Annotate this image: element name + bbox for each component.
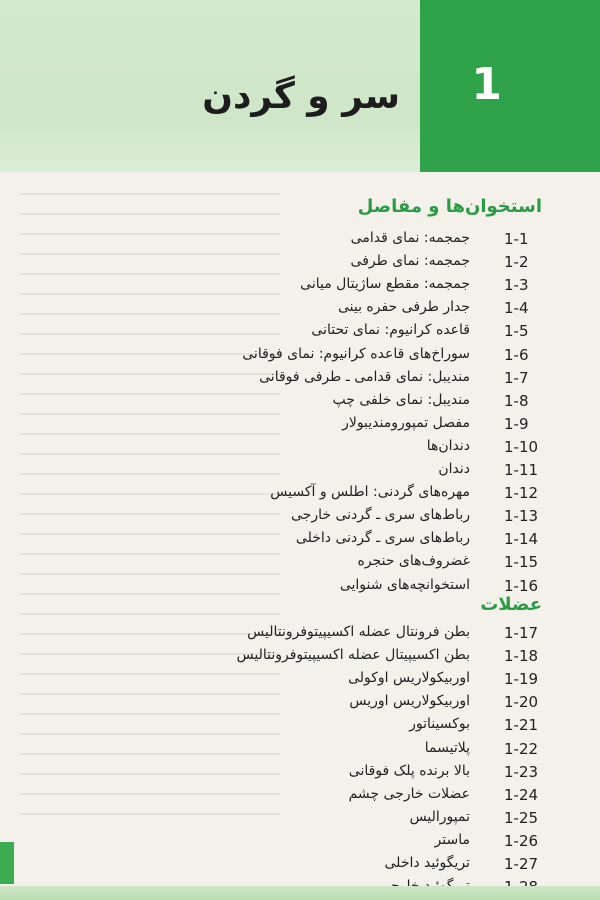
- toc-entry[interactable]: [0, 763, 600, 785]
- toc-entry[interactable]: [0, 716, 600, 738]
- toc-entry[interactable]: [0, 461, 600, 483]
- toc-entry[interactable]: [0, 786, 600, 808]
- section-title: استخوان‌ها و مفاصل: [357, 196, 542, 217]
- toc-entry-number: 1-25: [504, 808, 539, 827]
- toc-entry[interactable]: [0, 276, 600, 298]
- toc-entry[interactable]: [0, 438, 600, 460]
- toc-entry-title: تمپورالیس: [409, 808, 470, 825]
- chapter-number: 1: [471, 59, 502, 110]
- toc-entry-title: بوکسیناتور: [409, 716, 470, 733]
- toc-entry[interactable]: [0, 809, 600, 831]
- toc-entry-title: مندیبل: نمای خلفی چپ: [332, 391, 470, 408]
- toc-entry-number: 1-8: [504, 391, 529, 410]
- toc-entry-number: 1-18: [504, 647, 539, 666]
- toc-entry-title: بطن فرونتال عضله اکسیپیتوفرونتالیس: [247, 624, 470, 640]
- toc-entry-title: ماستر: [434, 831, 470, 848]
- toc-entry-title: مفصل تمپورومندیبولار: [342, 414, 470, 431]
- toc-entry[interactable]: [0, 670, 600, 692]
- toc-entry[interactable]: [0, 253, 600, 275]
- chapter-title: سر و گردن: [202, 76, 400, 117]
- toc-entry-number: 1-22: [504, 739, 539, 758]
- toc-entry[interactable]: [0, 299, 600, 321]
- toc-entry[interactable]: [0, 484, 600, 506]
- toc-entry-number: 1-15: [504, 553, 539, 572]
- toc-entry-number: 1-19: [504, 670, 539, 689]
- toc-entry-number: 1-26: [504, 831, 539, 850]
- toc-entry-title: جدار طرفی حفره بینی: [337, 299, 470, 316]
- chapter-number-block: [420, 0, 600, 172]
- toc-entry-number: 1-2: [504, 253, 529, 272]
- toc-entry[interactable]: [0, 230, 600, 252]
- toc-entry-number: 1-7: [504, 368, 529, 387]
- toc-entry-title: استخوانچه‌های شنوایی: [339, 576, 470, 593]
- toc-entry[interactable]: [0, 530, 600, 552]
- toc-entry-number: 1-12: [504, 484, 539, 503]
- toc-entry-number: 1-5: [504, 322, 529, 341]
- toc-entry-number: 1-1: [504, 230, 529, 248]
- toc-entry-title: جمجمه: نمای قدامی: [350, 230, 470, 246]
- toc-entry-number: 1-13: [504, 507, 539, 526]
- toc-entry[interactable]: [0, 647, 600, 669]
- toc-entry-title: رباط‌های سری ـ گردنی خارجی: [291, 507, 470, 524]
- toc-entry[interactable]: [0, 346, 600, 368]
- toc-entry-title: بطن اکسیپیتال عضله اکسیپیتوفرونتالیس: [236, 647, 470, 664]
- toc-entry-title: عضلات خارجی چشم: [348, 785, 470, 802]
- toc-entry-title: رباط‌های سری ـ گردنی داخلی: [295, 530, 470, 547]
- toc-entry-title: مهره‌های گردنی: اطلس و آکسیس: [270, 484, 470, 501]
- toc-entry[interactable]: [0, 322, 600, 344]
- toc-entry-number: 1-10: [504, 437, 539, 456]
- toc-entry-title: جمجمه: نمای طرفی: [350, 253, 470, 270]
- toc-entry-number: 1-4: [504, 299, 529, 318]
- toc-entry[interactable]: [0, 392, 600, 414]
- toc-entry-title: دندان: [438, 461, 470, 477]
- toc-entry-number: 1-17: [504, 624, 539, 642]
- toc-entry-title: سوراخ‌های قاعده کرانیوم: نمای فوقانی: [242, 345, 470, 362]
- toc-entry-title: قاعده کرانیوم: نمای تحتانی: [311, 322, 470, 339]
- toc-entry-title: دندان‌ها: [426, 437, 470, 454]
- toc-entry[interactable]: [0, 369, 600, 391]
- left-edge-marker: [0, 842, 14, 884]
- bottom-band: [0, 886, 600, 900]
- toc-entry[interactable]: [0, 415, 600, 437]
- toc-entry-title: تریگوئید داخلی: [384, 855, 470, 871]
- toc-entry-number: 1-20: [504, 693, 539, 712]
- toc-entry-number: 1-3: [504, 276, 529, 295]
- toc-entry-title: اوربیکولاریس اوکولی: [348, 670, 470, 687]
- toc-entry-title: غضروف‌های حنجره: [357, 553, 470, 570]
- section-title: عضلات: [480, 594, 542, 615]
- toc-entry-title: مندیبل: نمای قدامی ـ طرفی فوقانی: [259, 368, 470, 385]
- toc-entry-number: 1-11: [504, 461, 539, 479]
- toc-entry-number: 1-24: [504, 785, 539, 804]
- toc-entry-number: 1-9: [504, 414, 529, 433]
- toc-entry-number: 1-6: [504, 345, 529, 364]
- toc-entry-title: پلاتیسما: [424, 739, 470, 756]
- toc-entry-title: بالا برنده پلک فوقانی: [348, 762, 470, 779]
- toc-entry[interactable]: [0, 624, 600, 646]
- toc-entry-title: اوربیکولاریس اوریس: [349, 693, 470, 710]
- toc-entry-title: جمجمه: مقطع ساژیتال میانی: [300, 276, 470, 293]
- toc-entry[interactable]: [0, 855, 600, 877]
- toc-entry[interactable]: [0, 507, 600, 529]
- toc-entry-number: 1-21: [504, 716, 539, 735]
- toc-entry-number: 1-23: [504, 762, 539, 781]
- toc-entry[interactable]: [0, 553, 600, 575]
- toc-entry[interactable]: [0, 740, 600, 762]
- toc-entry-number: 1-27: [504, 855, 539, 873]
- toc-entry-number: 1-14: [504, 530, 539, 549]
- toc-entry-number: 1-16: [504, 576, 539, 595]
- toc-entry[interactable]: [0, 693, 600, 715]
- toc-entry[interactable]: [0, 832, 600, 854]
